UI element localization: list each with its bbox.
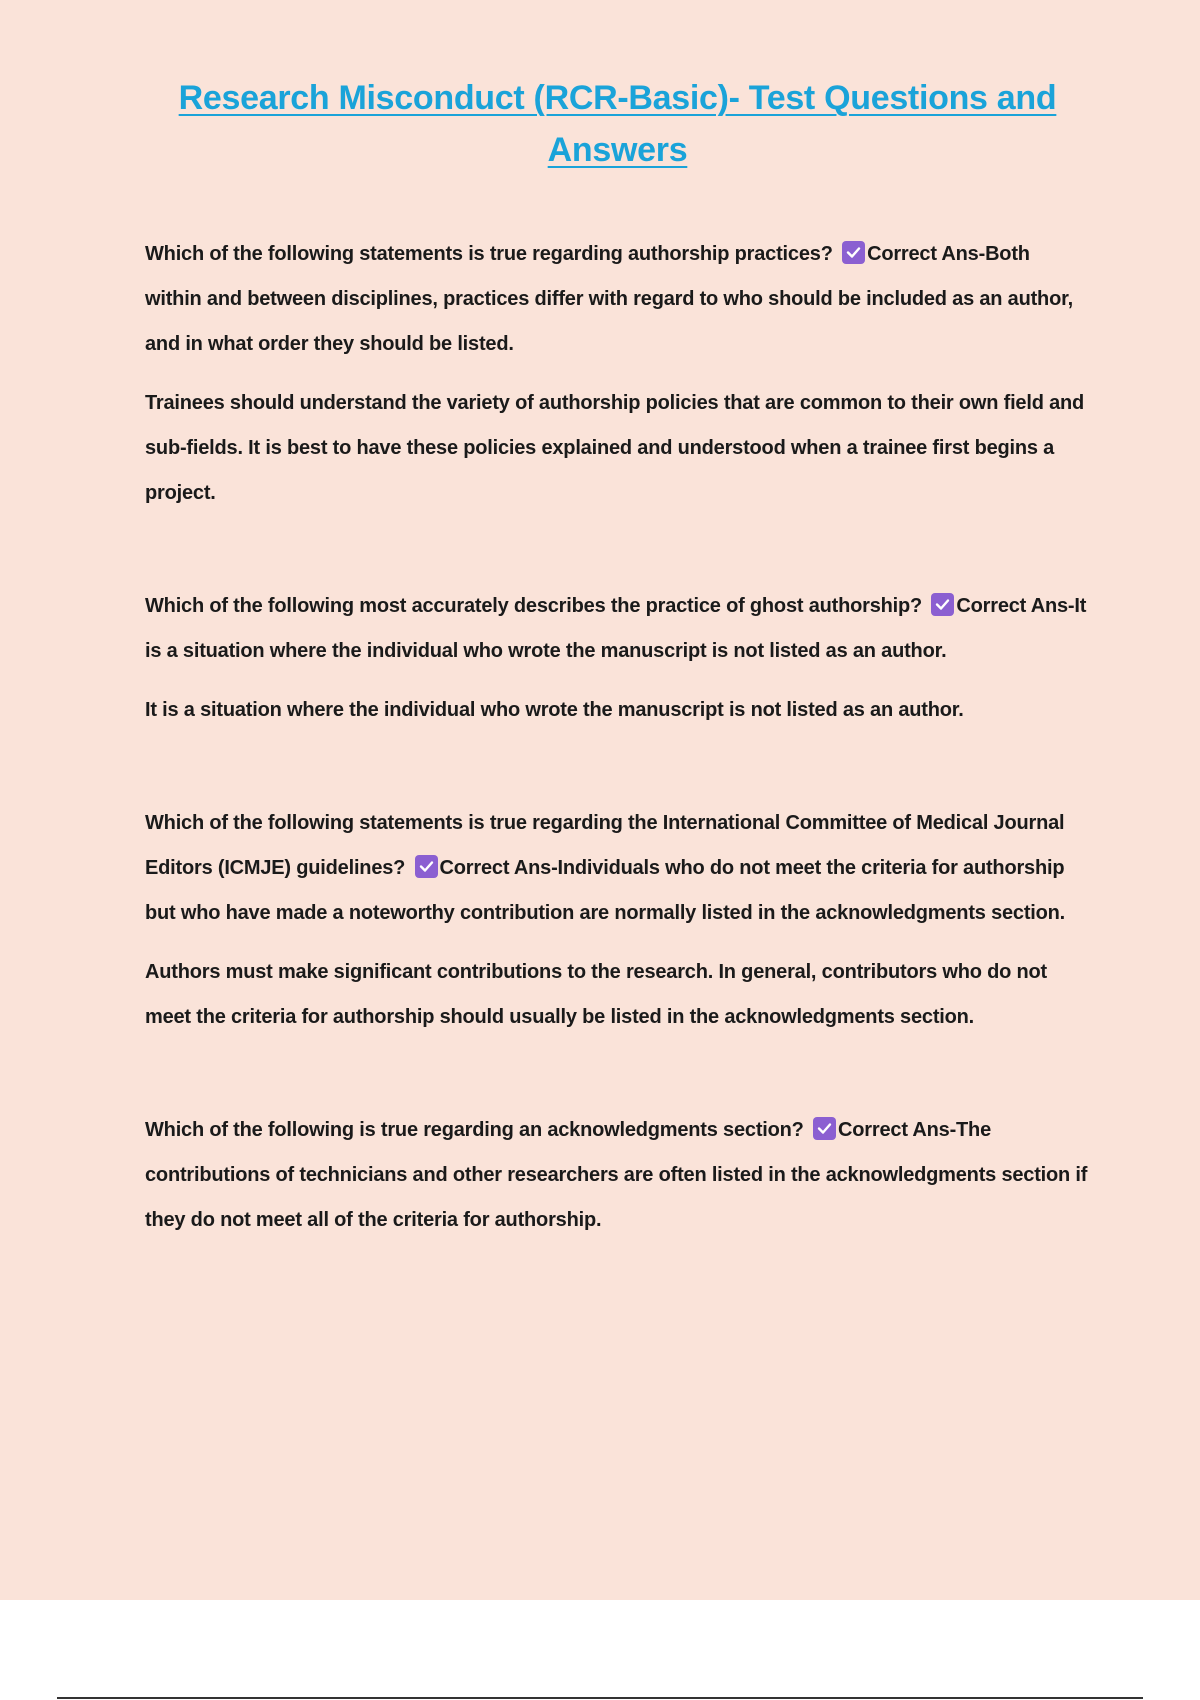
question-text: Which of the following most accurately describes the practice of ghost authorship? [145,595,923,617]
check-box-icon [415,855,438,878]
qa-item [145,801,1090,1040]
qa-item [145,1108,1090,1243]
footer-divider [57,1697,1143,1699]
question-answer-paragraph [145,801,1090,936]
check-box-icon [813,1117,836,1140]
document-body [145,72,1090,1311]
check-box-icon [931,593,954,616]
answer-text: Correct Ans-Individuals who do not meet the criteria for authorship but who have made a noteworthy contribution are normally listed in the acknowledgments section. [145,857,1066,924]
check-box-icon [842,241,865,264]
answer-text: Correct Ans-Both within and between disciplines, practices differ with regard to who should be included as an author, and in what order they should be listed. [145,243,1073,355]
question-text: Which of the following statements is true regarding authorship practices? [145,243,833,265]
explanation-text: It is a situation where the individual who wrote the manuscript is not listed as an author. [145,699,964,721]
question-answer-paragraph [145,232,1090,367]
explanation-text: Authors must make significant contributions to the research. In general, contributors who do not meet the criteria for authorship should usually be listed in the acknowledgments section. [145,961,1048,1028]
question-answer-paragraph [145,584,1090,674]
qa-item [145,232,1090,516]
question-answer-paragraph [145,1108,1090,1243]
document-title: Research Misconduct (RCR-Basic)- Test Questions and Answers [178,79,1057,169]
qa-item [145,584,1090,733]
answer-text: Correct Ans-The contributions of technicians and other researchers are often listed in the acknowledgments section if they do not meet all of the criteria for authorship. [145,1119,1088,1231]
explanation-text: Trainees should understand the variety of authorship policies that are common to their own field and sub-fields. It is best to have these policies explained and understood when a trainee first begins a project. [145,392,1085,504]
question-text: Which of the following is true regarding an acknowledgments section? [145,1119,804,1141]
answer-text: Correct Ans-It is a situation where the individual who wrote the manuscript is not listed as an author. [145,595,1087,662]
question-text: Which of the following statements is true regarding the International Committee of Medical Journal Editors (ICMJE) guidelines? [145,812,1065,879]
